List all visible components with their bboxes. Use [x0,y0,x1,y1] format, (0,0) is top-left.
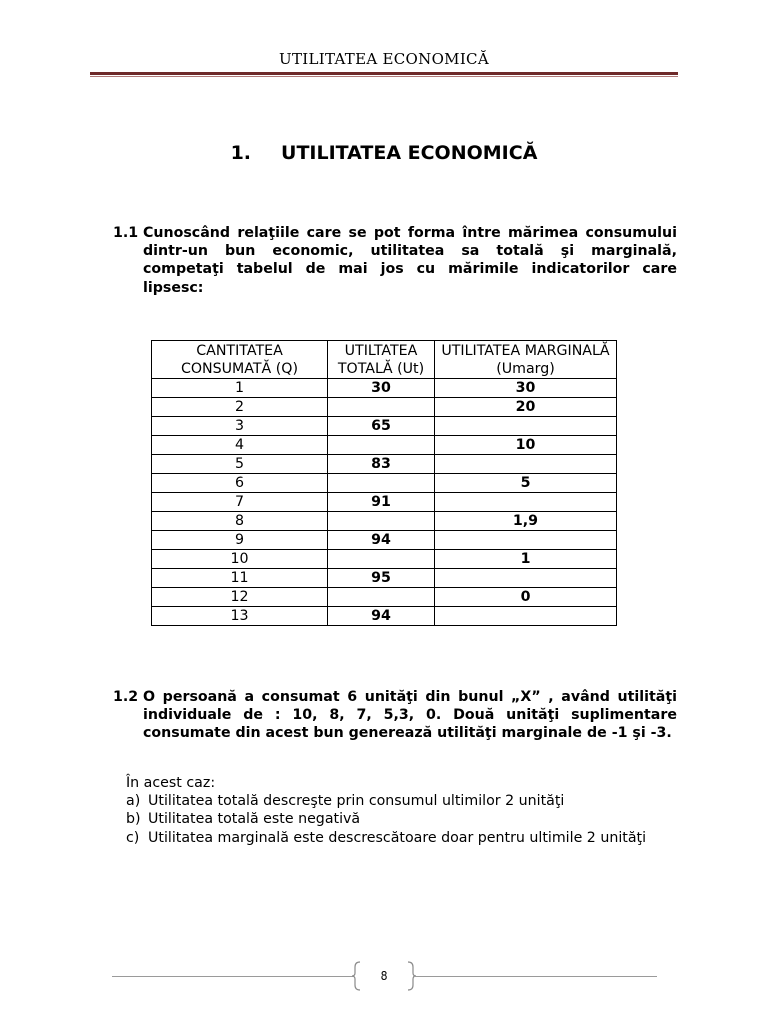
cell-quantity: 1 [152,379,328,398]
table-row [152,588,617,607]
cell-marginal-utility [435,417,617,436]
option-text: Utilitatea totală este negativă [148,811,361,828]
table-row [152,531,617,550]
cell-quantity: 6 [152,474,328,493]
cell-marginal-utility [435,493,617,512]
cell-marginal-utility [435,531,617,550]
exercise-1-2 [113,688,677,743]
exercise-text: O persoană a consumat 6 unităţi din bunul „X” , având utilităţi individuale de : 10, 8, 7, 5,3, 0. Două unităţi suplimentare consumate din acest bun generează utilităţi marginale de -1 şi -3. [143,689,677,742]
cell-marginal-utility: 0 [435,588,617,607]
footer-rule-left [112,976,354,977]
cell-marginal-utility: 10 [435,436,617,455]
cell-total-utility: 91 [328,493,435,512]
running-header: UTILITATEA ECONOMICĂ [279,50,489,68]
cell-total-utility: 94 [328,607,435,626]
cell-quantity: 9 [152,531,328,550]
cell-total-utility [328,398,435,417]
table-row [152,417,617,436]
exercise-number: 1.2 [113,689,139,705]
cell-total-utility: 94 [328,531,435,550]
table-row [152,512,617,531]
left-brace-icon [352,961,362,991]
cell-quantity: 10 [152,550,328,569]
cell-total-utility [328,436,435,455]
column-header-total-utility: UTILTATEA TOTALĂ (Ut) [328,341,435,379]
cell-quantity: 12 [152,588,328,607]
footer-rule-right [413,976,657,977]
cell-quantity: 3 [152,417,328,436]
cell-marginal-utility: 30 [435,379,617,398]
table-row [152,379,617,398]
option-letter: a) [126,793,141,810]
cell-marginal-utility: 1 [435,550,617,569]
option-letter: b) [126,811,141,828]
table-row [152,569,617,588]
option-c [126,829,677,847]
table-row [152,455,617,474]
cell-total-utility [328,550,435,569]
chapter-title-text: UTILITATEA ECONOMICĂ [281,142,538,164]
cell-total-utility: 30 [328,379,435,398]
option-text: Utilitatea marginală este descrescătoare doar pentru ultimile 2 unităţi [148,829,647,846]
cell-quantity: 11 [152,569,328,588]
cell-total-utility [328,474,435,493]
cell-total-utility: 83 [328,455,435,474]
table-row [152,398,617,417]
chapter-title [0,142,768,164]
answer-options [126,774,677,847]
cell-quantity: 8 [152,512,328,531]
cell-total-utility: 95 [328,569,435,588]
cell-total-utility [328,588,435,607]
cell-marginal-utility: 20 [435,398,617,417]
cell-quantity: 7 [152,493,328,512]
cell-marginal-utility [435,607,617,626]
table-row [152,550,617,569]
exercise-number: 1.1 [113,225,139,241]
option-text: Utilitatea totală descreşte prin consumul ultimilor 2 unităţi [148,793,565,810]
cell-quantity: 4 [152,436,328,455]
cell-quantity: 5 [152,455,328,474]
cell-total-utility: 65 [328,417,435,436]
header-rule [90,72,678,75]
cell-quantity: 2 [152,398,328,417]
column-header-marginal-utility: UTILITATEA MARGINALĂ (Umarg) [435,341,617,379]
cell-marginal-utility [435,455,617,474]
options-intro: În acest caz: [126,775,216,791]
table-header-row [152,341,617,379]
cell-marginal-utility: 1,9 [435,512,617,531]
cell-quantity: 13 [152,607,328,626]
table-row [152,436,617,455]
column-header-quantity: CANTITATEA CONSUMATĂ (Q) [152,341,328,379]
table-row [152,493,617,512]
option-letter: c) [126,829,140,846]
chapter-number: 1. [230,142,252,164]
exercise-1-1 [113,224,677,297]
cell-marginal-utility: 5 [435,474,617,493]
utility-table [151,340,617,626]
header-rule-thin [90,76,678,77]
table-row [152,474,617,493]
option-a [126,792,677,810]
exercise-text: Cunoscând relaţiile care se pot forma între mărimea consumului dintr-un bun economic, utilitatea sa totală şi marginală, competaţi tabelul de mai jos cu mărimile indicatorilor care lipsesc: [143,225,677,296]
table-row [152,607,617,626]
cell-marginal-utility [435,569,617,588]
page-number: 8 [380,969,388,983]
cell-total-utility [328,512,435,531]
option-b [126,810,677,828]
